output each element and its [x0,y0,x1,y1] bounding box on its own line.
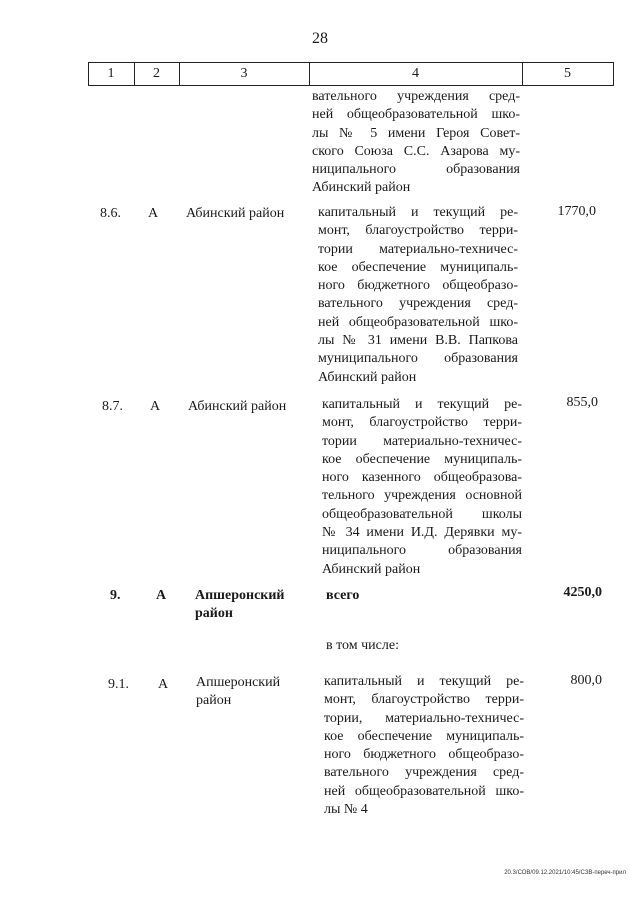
column-header-3: 3 [240,66,248,81]
row-group: А [148,206,159,221]
description-line: капитальный и текущий ре- [322,397,522,412]
description-line: ней общеобразовательной шко- [324,783,524,799]
description-line: ного казенного общеобразова- [322,470,522,486]
row-amount: 800,0 [570,673,602,688]
district-line: Апшеронский [195,588,285,603]
row-description: всего [326,588,360,603]
description-line: муниципального образования [318,351,518,367]
description-line: № 34 имени И.Д. Дерявки му- [322,525,522,541]
description-line: лы № 5 имени Героя Совет- [312,125,520,141]
row-group: А [150,399,161,414]
district-line: Апшеронский [196,675,281,690]
description-line: ней общеобразовательной шко- [318,314,518,330]
row-description [324,673,524,819]
description-line: Абинский район [312,180,411,196]
row-number: 9.1. [108,677,129,692]
description-line: вательного учреждения сред- [312,89,520,104]
description-line: лы № 31 имени В.В. Папкова [318,333,518,349]
row-district [196,674,280,710]
column-header-2: 2 [153,66,160,81]
description-line: общеобразовательной школы [322,506,522,522]
row-amount: 4250,0 [563,585,602,600]
description-line: ного бюджетного общеобразо- [324,747,524,763]
description-line: Абинский район [322,561,421,577]
row-description [318,204,518,387]
row-group: А [156,588,167,603]
description-line: монт, благоустройство терри- [322,415,522,431]
description-line: тории, материально-техничес- [324,710,524,726]
description-line: монт, благоустройство терри- [318,223,518,239]
district-line: район [195,606,233,621]
description-line: тельного учреждения основной [322,488,522,504]
description-line: Абинский район [318,369,417,385]
column-header-4: 4 [412,66,419,81]
description-line: капитальный и текущий ре- [318,205,518,220]
continuation-description [312,88,520,198]
row-amount: 855,0 [566,395,598,410]
description-line: тории материально-техничес- [322,433,522,449]
description-line: кое обеспечение муниципаль- [322,451,522,467]
column-header-5: 5 [564,66,571,81]
description-line: вательного учреждения сред- [324,765,524,781]
row-district: Абинский район [186,206,285,221]
description-line: кое обеспечение муниципаль- [318,259,518,275]
description-line: вательного учреждения сред- [318,296,518,312]
description-line: ниципального образования [312,162,520,178]
page-number: 28 [312,30,328,47]
row-number: 9. [110,588,121,603]
description-line: ней общеобразовательной шко- [312,107,520,123]
row-description [322,396,522,579]
document-stamp: 20.3/СОВ/09.12.2021/10:45/СЗВ-переч-прил [504,870,626,876]
row-number: 8.7. [102,399,123,414]
description-line: ниципального образования [322,543,522,559]
row-district: Абинский район [188,399,287,414]
row-number: 8.6. [100,206,121,221]
description-line: тории материально-техничес- [318,241,518,257]
row-district [195,587,284,623]
description-line: ского Союза С.С. Азарова му- [312,143,520,159]
column-header-1: 1 [107,66,115,81]
subheader-including: в том числе: [326,638,399,653]
description-line: ного бюджетного общеобразо- [318,278,518,294]
description-line: капитальный и текущий ре- [324,674,524,689]
description-line: монт, благоустройство терри- [324,692,524,708]
row-group: А [158,677,169,692]
row-amount: 1770,0 [557,204,596,219]
description-line: лы № 4 [324,802,368,818]
district-line: район [196,693,232,708]
description-line: кое обеспечение муниципаль- [324,728,524,744]
column-header-row [88,62,614,86]
